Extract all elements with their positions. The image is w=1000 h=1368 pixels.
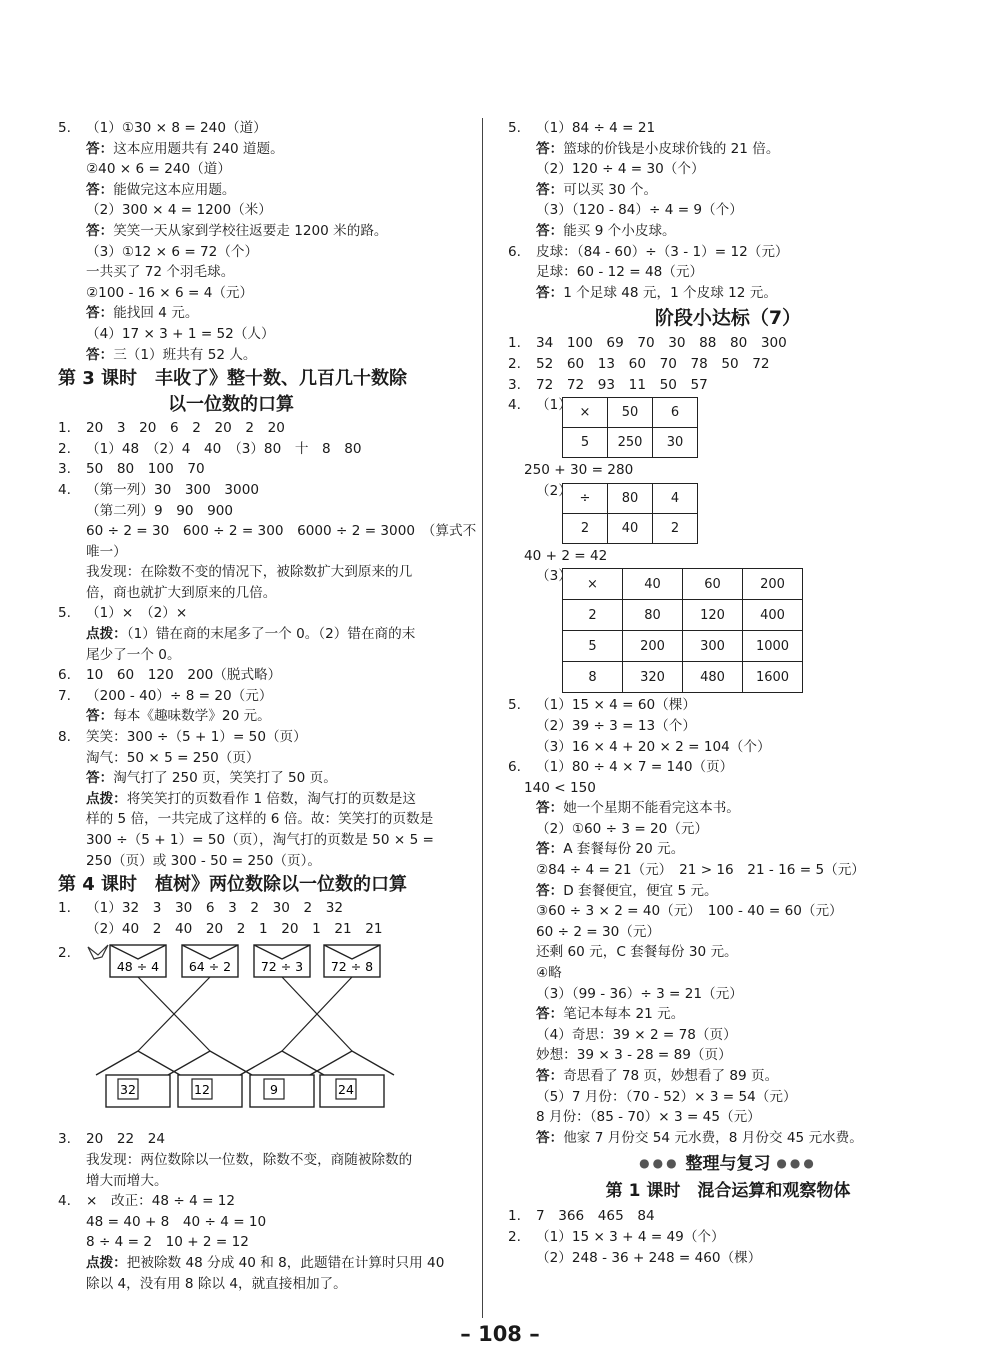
answer-line: 答：笔记本每本 21 元。 <box>536 1006 685 1023</box>
dots-decoration: ●●● <box>776 1156 817 1171</box>
table-cell: 2 <box>563 513 608 543</box>
answer-line: 还剩 60 元，C 套餐每份 30 元。 <box>536 944 738 961</box>
matching-diagram <box>58 939 478 1129</box>
answer-line: 4. （第一列）30 300 3000 <box>58 481 259 498</box>
table-cell: 1600 <box>743 662 803 693</box>
answer-line: 8. 笑笑：300 ÷（5 + 1）= 50（页） <box>58 729 307 746</box>
answer-line: 答：这本应用题共有 240 道题。 <box>86 140 284 157</box>
tip-line: 点拨：把被除数 48 分成 40 和 8，此题错在计算时只用 40 <box>86 1254 445 1271</box>
tip-line: 点拨：（1）错在商的末尾多了一个 0。（2）错在商的末 <box>86 626 416 643</box>
answer-line: （4）17 × 3 + 1 = 52（人） <box>86 325 275 342</box>
table-cell: 80 <box>623 600 683 631</box>
table-cell: 40 <box>623 569 683 600</box>
question-number: 2. <box>58 945 71 962</box>
answer-line: 答：奇思看了 78 页，妙想看了 89 页。 <box>536 1068 779 1084</box>
table-cell: × <box>563 398 608 428</box>
answer-line: 答：可以买 30 个。 <box>536 181 658 198</box>
table-cell: 120 <box>683 600 743 631</box>
answer-line: （2）①60 ÷ 3 = 20（元） <box>536 820 709 837</box>
table-cell: 1000 <box>743 631 803 662</box>
dots-decoration: ●●● <box>639 1156 680 1171</box>
lesson-3-title-cont: 以一位数的口算 <box>168 394 294 416</box>
table-cell: × <box>563 569 623 600</box>
table-cell: 480 <box>683 662 743 693</box>
answer-line: （2）39 ÷ 3 = 13（个） <box>536 717 696 734</box>
answer-line: （5）7 月份：（70 - 52）× 3 = 54（元） <box>536 1088 797 1105</box>
answer-line: ②84 ÷ 4 = 21（元） 21 > 16 21 - 16 = 5（元） <box>536 862 865 879</box>
table-cell: 40 <box>608 513 653 543</box>
table-cell: 60 <box>683 569 743 600</box>
answer-line: 3. 20 22 24 <box>58 1131 166 1148</box>
answer-line: 答：能找回 4 元。 <box>86 305 199 322</box>
answer-line: ②40 × 6 = 240（道） <box>86 161 231 178</box>
table-cell: ÷ <box>563 483 608 513</box>
answer-line: 5. （1）× （2）× <box>58 605 188 622</box>
answer-line: 倍，商也就扩大到原来的几倍。 <box>86 584 277 601</box>
stage-test-title: 阶段小达标（7） <box>654 307 802 330</box>
page-number: – 108 – <box>460 1322 540 1346</box>
answer-line: 1. 34 100 69 70 30 88 80 300 <box>508 335 787 352</box>
answer-line: 答：D 套餐便宜，便宜 5 元。 <box>536 882 718 899</box>
answer-line: （3）①12 × 6 = 72（个） <box>86 243 259 260</box>
answer-line: （2）248 - 36 + 248 = 460（棵） <box>536 1249 762 1266</box>
answer-line: （3）（99 - 36）÷ 3 = 21（元） <box>536 985 743 1002</box>
table-cell: 5 <box>563 631 623 662</box>
answer-line: 48 = 40 + 8 40 ÷ 4 = 10 <box>86 1213 267 1230</box>
house-label: 9 <box>270 1082 278 1098</box>
answer-line: 4. × 改正：48 ÷ 4 = 12 <box>58 1193 236 1210</box>
answer-line: 唯一） <box>86 543 127 560</box>
table-cell: 400 <box>743 600 803 631</box>
answer-line: 答：他家 7 月份交 54 元水费，8 月份交 45 元水费。 <box>536 1129 863 1146</box>
answer-line: 答：笑笑一天从家到学校往返要走 1200 米的路。 <box>86 222 388 239</box>
left-column <box>58 118 498 1294</box>
answer-line: 淘气：50 × 5 = 250（页） <box>86 749 260 766</box>
table-cell: 30 <box>653 428 698 458</box>
answer-line: 1. （1）32 3 30 6 3 2 30 2 32 <box>58 900 344 917</box>
tip-line: 尾少了一个 0。 <box>86 646 181 663</box>
envelope-label: 72 ÷ 3 <box>260 959 304 975</box>
envelope-label: 48 ÷ 4 <box>116 959 160 975</box>
answer-line: 6. 10 60 120 200（脱式略） <box>58 667 282 684</box>
answer-line: 1. 7 366 465 84 <box>508 1208 655 1225</box>
table-cell: 4 <box>653 483 698 513</box>
answer-line: （3）（120 - 84）÷ 4 = 9（个） <box>536 202 743 219</box>
answer-line: 答：每本《趣味数学》20 元。 <box>86 708 271 725</box>
answer-line: 妙想：39 × 3 - 28 = 89（页） <box>536 1047 732 1064</box>
diagram-svg <box>58 939 478 1129</box>
table-cell: 320 <box>623 662 683 693</box>
envelope-label: 64 ÷ 2 <box>188 959 232 975</box>
answer-line: 2. 52 60 13 60 70 78 50 72 <box>508 355 770 372</box>
review-lesson-title: 第 1 课时 混合运算和观察物体 <box>605 1181 851 1202</box>
answer-line: 8 月份：（85 - 70）× 3 = 45（元） <box>536 1109 761 1126</box>
answer-line: 答：A 套餐每份 20 元。 <box>536 841 685 858</box>
answer-line: 5. （1）①30 × 8 = 240（道） <box>58 120 267 136</box>
answer-line: 答：淘气打了 250 页，笑笑打了 50 页。 <box>86 770 337 787</box>
table-cell: 2 <box>653 513 698 543</box>
answer-line: 足球：60 - 12 = 48（元） <box>536 264 704 281</box>
answer-line: 5. （1）84 ÷ 4 = 21 <box>508 120 656 136</box>
answer-line: （2）40 2 40 20 2 1 20 1 21 21 <box>86 920 383 937</box>
lesson-3-title: 第 3 课时 丰收了》整十数、几百几十数除 <box>58 368 408 390</box>
answer-line: 3. 72 72 93 11 50 57 <box>508 376 708 393</box>
table-cell: 250 <box>608 428 653 458</box>
table-cell: 5 <box>563 428 608 458</box>
answer-line: 1. 20 3 20 6 2 20 2 20 <box>58 420 285 437</box>
answer-line: 40 + 2 = 42 <box>524 547 608 564</box>
table-cell: 6 <box>653 398 698 428</box>
tip-line: 250（页）或 300 - 50 = 250（页）。 <box>86 852 321 869</box>
answer-line: 6. 皮球：（84 - 60）÷（3 - 1）= 12（元） <box>508 243 789 260</box>
table-row-3: （3） × 40 60 200 2 80 120 400 5 200 300 1000 8 320 480 1600 <box>508 566 948 695</box>
answer-line: ③60 ÷ 3 × 2 = 40（元） 100 - 40 = 60（元） <box>536 903 843 920</box>
multiplication-table-1 <box>562 397 698 458</box>
bird-icon <box>88 945 108 959</box>
review-section-title: ●●● 整理与复习 ●●● <box>508 1151 948 1176</box>
answer-line: （4）奇思：39 × 2 = 78（页） <box>536 1026 737 1043</box>
table-cell: 2 <box>563 600 623 631</box>
answer-line: 我发现：在除数不变的情况下，被除数扩大到原来的几 <box>86 564 413 581</box>
answer-line: 60 ÷ 2 = 30 600 ÷ 2 = 300 6000 ÷ 2 = 3000 （算式不 <box>86 523 477 540</box>
answer-line: 7. （200 - 40）÷ 8 = 20（元） <box>58 687 273 704</box>
house-label: 12 <box>194 1082 210 1098</box>
answer-line: 答：她一个星期不能看完这本书。 <box>536 800 740 817</box>
answer-line: （第二列）9 90 900 <box>86 502 234 519</box>
table-cell: 50 <box>608 398 653 428</box>
answer-line: 2. （1）48 （2）4 40 （3）80 十 8 80 <box>58 440 362 457</box>
table-row-2: （2） ÷ 80 4 2 40 2 <box>508 481 948 546</box>
answer-line: 答：能买 9 个小皮球。 <box>536 222 676 239</box>
table-cell: 8 <box>563 662 623 693</box>
multiplication-table-2 <box>562 568 803 693</box>
answer-line: 140 < 150 <box>524 779 596 796</box>
tip-line: 300 ÷（5 + 1）= 50（页），淘气打的页数是 50 × 5 = <box>86 832 434 848</box>
answer-line: 答：1 个足球 48 元，1 个皮球 12 元。 <box>536 284 777 301</box>
lesson-4-title: 第 4 课时 植树》两位数除以一位数的口算 <box>58 874 408 896</box>
answer-line: 一共买了 72 个羽毛球。 <box>86 264 235 281</box>
table-cell: 80 <box>608 483 653 513</box>
envelope-label: 72 ÷ 8 <box>330 959 374 975</box>
answer-line: 6. （1）80 ÷ 4 × 7 = 140（页） <box>508 759 734 776</box>
answer-line: 3. 50 80 100 70 <box>58 461 205 478</box>
table-cell: 300 <box>683 631 743 662</box>
answer-line: 250 + 30 = 280 <box>524 462 634 479</box>
table-row-1: 4. （1） × 50 6 5 250 30 <box>508 395 948 460</box>
house-label: 32 <box>120 1082 136 1098</box>
answer-line: （3）16 × 4 + 20 × 2 = 104（个） <box>536 738 771 755</box>
right-column <box>508 118 948 1268</box>
tip-line: 除以 4，没有用 8 除以 4，就直接相加了。 <box>86 1275 347 1292</box>
table-cell: 200 <box>743 569 803 600</box>
answer-line: 答：三（1）班共有 52 人。 <box>86 346 257 363</box>
answer-line: 5. （1）15 × 4 = 60（棵） <box>508 697 696 714</box>
tip-line: 样的 5 倍，一共完成了这样的 6 倍。故：笑笑打的页数是 <box>86 811 434 828</box>
house-label: 24 <box>338 1082 354 1098</box>
tip-line: 点拨：将笑笑打的页数看作 1 倍数，淘气打的页数是这 <box>86 790 416 807</box>
answer-line: （2）300 × 4 = 1200（米） <box>86 202 272 219</box>
answer-line: （2）120 ÷ 4 = 30（个） <box>536 161 705 178</box>
answer-line: 增大而增大。 <box>86 1172 168 1189</box>
answer-line: 60 ÷ 2 = 30（元） <box>536 923 661 940</box>
answer-line: ②100 - 16 × 6 = 4（元） <box>86 284 254 301</box>
answer-line: 8 ÷ 4 = 2 10 + 2 = 12 <box>86 1234 249 1251</box>
table-cell: 200 <box>623 631 683 662</box>
answer-line: 2. （1）15 × 3 + 4 = 49（个） <box>508 1228 725 1245</box>
division-table <box>562 483 698 544</box>
answer-line: 答：篮球的价钱是小皮球价钱的 21 倍。 <box>536 140 780 157</box>
answer-line: ④略 <box>536 965 562 982</box>
answer-line: 我发现：两位数除以一位数，除数不变，商随被除数的 <box>86 1151 413 1168</box>
answer-line: 答：能做完这本应用题。 <box>86 181 236 198</box>
